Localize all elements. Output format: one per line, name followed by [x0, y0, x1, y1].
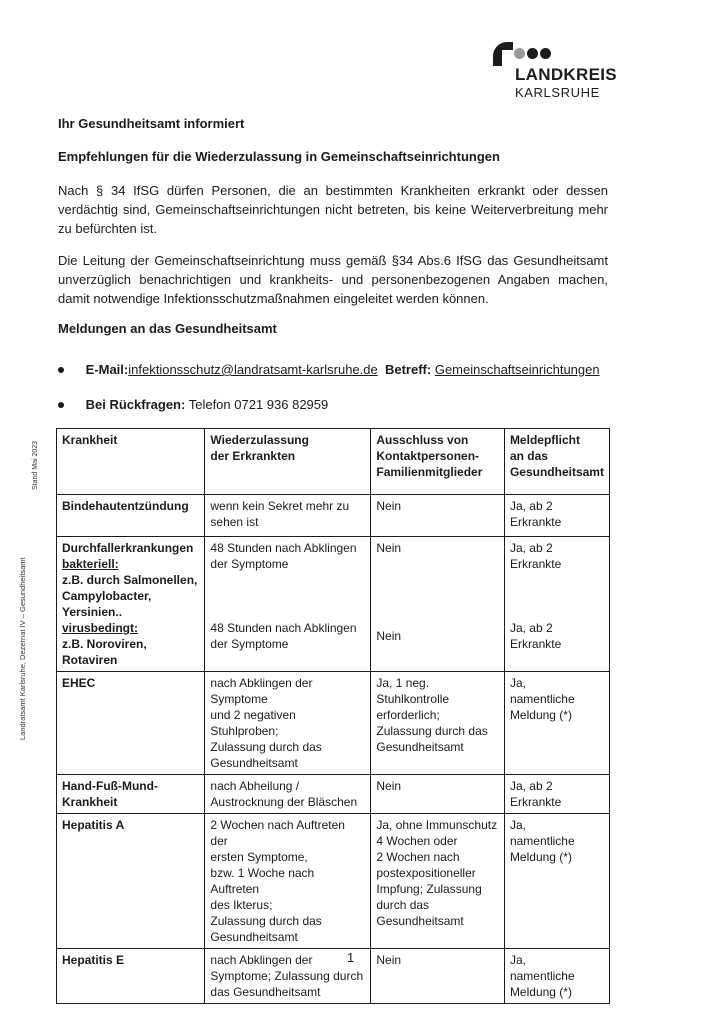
paragraph-ifsg: Nach § 34 IfSG dürfen Personen, die an bestimmten Krankheiten erkrankt oder dessen verdächtig sind, Gemeinschaftseinrichtungen nicht betreten, bis keine Weiterverbreitung mehr zu befürchten ist.	[58, 183, 608, 236]
table-row	[57, 814, 610, 949]
side-note-stand: Stand Mai 2023	[32, 440, 39, 490]
bullet-email	[58, 362, 600, 377]
cell-exclusion: Nein	[371, 775, 505, 814]
header-wiederzulassung: Wiederzulassung der Erkrankten	[205, 429, 371, 495]
table-row	[57, 672, 610, 775]
cell-reporting: Ja, ab 2 Erkrankte	[504, 775, 609, 814]
heading-empfehlungen: Empfehlungen für die Wiederzulassung in Gemeinschaftseinrichtungen	[58, 149, 500, 164]
cell-exclusion: Nein	[371, 495, 505, 537]
cell-readmission: 48 Stunden nach Abklingen der Symptome 48 Stunden nach Abklingen der Symptome	[205, 537, 371, 672]
cell-readmission: wenn kein Sekret mehr zu sehen ist	[205, 495, 371, 537]
header-ausschluss: Ausschluss von Kontaktpersonen- Familienmitglieder	[371, 429, 505, 495]
table-row	[57, 537, 610, 672]
cell-reporting: Ja, namentliche Meldung (*)	[504, 814, 609, 949]
cell-disease: Hepatitis A	[57, 814, 205, 949]
email-link[interactable]: infektionsschutz@landratsamt-karlsruhe.de	[128, 362, 378, 377]
heading-informiert: Ihr Gesundheitsamt informiert	[58, 116, 245, 131]
logo-mark-icon	[493, 40, 553, 66]
cell-reporting: Ja, ab 2 Erkrankte	[504, 495, 609, 537]
logo-name: LANDKREIS	[515, 65, 617, 84]
disease-table	[56, 428, 610, 1004]
email-label: E-Mail:	[85, 362, 129, 377]
cell-exclusion: Nein Nein	[371, 537, 505, 672]
table-row	[57, 775, 610, 814]
header-krankheit: Krankheit	[57, 429, 205, 495]
cell-readmission: nach Abheilung / Austrocknung der Bläschen	[205, 775, 371, 814]
cell-disease: Hepatitis E	[57, 949, 205, 1004]
heading-meldungen: Meldungen an das Gesundheitsamt	[58, 321, 277, 336]
subject-value: Gemeinschaftseinrichtungen	[434, 362, 600, 377]
bullet-phone	[58, 397, 328, 412]
table-row	[57, 949, 610, 1004]
cell-exclusion: Ja, ohne Immunschutz 4 Wochen oder 2 Wochen nach postexpositioneller Impfung; Zulassung durch das Gesundheitsamt	[371, 814, 505, 949]
cell-disease: Bindehautentzündung	[57, 495, 205, 537]
bullet-dot-icon	[58, 402, 64, 408]
page-number: 1	[347, 950, 355, 965]
cell-reporting: Ja, namentliche Meldung (*)	[504, 949, 609, 1004]
table-header-row	[57, 429, 610, 495]
cell-reporting: Ja, namentliche Meldung (*)	[504, 672, 609, 775]
cell-exclusion: Nein	[371, 949, 505, 1004]
cell-disease: Hand-Fuß-Mund- Krankheit	[57, 775, 205, 814]
side-note-amt: Landratsamt Karlsruhe, Dezernat IV – Gesundheitsamt	[18, 557, 27, 740]
cell-readmission: nach Abklingen der Symptome; Zulassung durch das Gesundheitsamt	[205, 949, 371, 1004]
logo-sub: KARLSRUHE	[515, 85, 600, 100]
cell-disease: EHEC	[57, 672, 205, 775]
cell-reporting: Ja, ab 2 Erkrankte Ja, ab 2 Erkrankte	[504, 537, 609, 672]
cell-disease: Durchfallerkrankungen bakteriell: z.B. durch Salmonellen, Campylobacter, Yersinien.. virusbedingt: z.B. Noroviren, Rotaviren	[57, 537, 205, 672]
header-meldepflicht: Meldepflicht an das Gesundheitsamt	[504, 429, 609, 495]
phone-label: Bei Rückfragen:	[85, 397, 186, 412]
landkreis-logo	[493, 40, 633, 100]
phone-value: Telefon 0721 936 82959	[188, 397, 329, 412]
table-row	[57, 495, 610, 537]
subject-label: Betreff:	[384, 362, 432, 377]
cell-exclusion: Ja, 1 neg. Stuhlkontrolle erforderlich; Zulassung durch das Gesundheitsamt	[371, 672, 505, 775]
cell-readmission: nach Abklingen der Symptome und 2 negativen Stuhlproben; Zulassung durch das Gesundheitsamt	[205, 672, 371, 775]
cell-readmission: 2 Wochen nach Auftreten der ersten Symptome, bzw. 1 Woche nach Auftreten des Ikterus; Zulassung durch das Gesundheitsamt	[205, 814, 371, 949]
paragraph-leitung: Die Leitung der Gemeinschaftseinrichtung muss gemäß §34 Abs.6 IfSG das Gesundheitsamt unverzüglich benachrichtigen und krankheits- und personenbezogenen Angaben machen, damit notwendige Infektionsschutzmaßnahmen eingeleitet werden können.	[58, 253, 608, 306]
bullet-dot-icon	[58, 367, 64, 373]
